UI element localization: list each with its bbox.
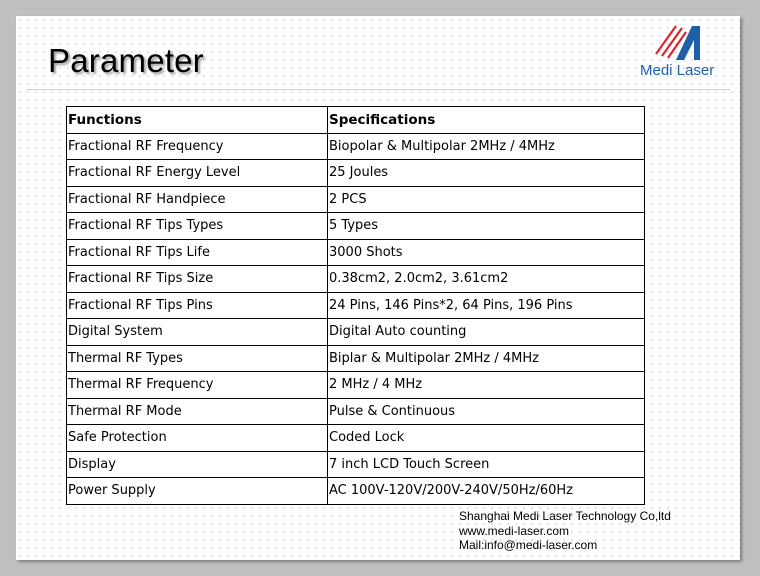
specification-cell: 2 PCS: [328, 186, 645, 213]
function-cell: Thermal RF Types: [67, 345, 328, 372]
function-cell: Thermal RF Mode: [67, 398, 328, 425]
brand-logo: [636, 22, 726, 84]
table-row: [67, 451, 645, 478]
title-divider: [26, 89, 730, 90]
table-row: [67, 160, 645, 187]
specification-cell: Biplar & Multipolar 2MHz / 4MHz: [328, 345, 645, 372]
company-website: www.medi-laser.com: [459, 523, 570, 538]
medi-laser-logo-icon: [654, 22, 710, 62]
company-email: Mail:info@medi-laser.com: [459, 538, 598, 553]
specification-cell: 3000 Shots: [328, 239, 645, 266]
company-footer: [459, 509, 671, 553]
specification-cell: Coded Lock: [328, 425, 645, 452]
table-row: [67, 213, 645, 240]
table-row: [67, 345, 645, 372]
brand-name: Medi Laser: [640, 62, 715, 79]
table-row: [67, 425, 645, 452]
specification-cell: Digital Auto counting: [328, 319, 645, 346]
function-cell: Display: [67, 451, 328, 478]
function-cell: Power Supply: [67, 478, 328, 505]
function-cell: Fractional RF Tips Types: [67, 213, 328, 240]
table-row: [67, 292, 645, 319]
specification-cell: AC 100V-120V/200V-240V/50Hz/60Hz: [328, 478, 645, 505]
page-title: Parameter: [48, 42, 204, 79]
specification-cell: 2 MHz / 4 MHz: [328, 372, 645, 399]
table-row: [67, 186, 645, 213]
table-header-row: [67, 107, 645, 134]
table-row: [67, 133, 645, 160]
table-row: [67, 319, 645, 346]
table-row: [67, 478, 645, 505]
function-cell: Fractional RF Tips Pins: [67, 292, 328, 319]
specification-cell: 5 Types: [328, 213, 645, 240]
function-cell: Thermal RF Frequency: [67, 372, 328, 399]
specification-cell: 0.38cm2, 2.0cm2, 3.61cm2: [328, 266, 645, 293]
specification-cell: 24 Pins, 146 Pins*2, 64 Pins, 196 Pins: [328, 292, 645, 319]
table-row: [67, 266, 645, 293]
column-header-functions: Functions: [67, 107, 328, 134]
company-name: Shanghai Medi Laser Technology Co,ltd: [459, 509, 671, 523]
specification-cell: 25 Joules: [328, 160, 645, 187]
function-cell: Fractional RF Tips Life: [67, 239, 328, 266]
function-cell: Fractional RF Energy Level: [67, 160, 328, 187]
parameter-table: [66, 106, 645, 505]
function-cell: Safe Protection: [67, 425, 328, 452]
function-cell: Fractional RF Handpiece: [67, 186, 328, 213]
function-cell: Fractional RF Frequency: [67, 133, 328, 160]
function-cell: Fractional RF Tips Size: [67, 266, 328, 293]
specification-cell: Pulse & Continuous: [328, 398, 645, 425]
specification-cell: Biopolar & Multipolar 2MHz / 4MHz: [328, 133, 645, 160]
table-row: [67, 398, 645, 425]
slide: [16, 16, 740, 560]
column-header-specifications: Specifications: [328, 107, 645, 134]
function-cell: Digital System: [67, 319, 328, 346]
specification-cell: 7 inch LCD Touch Screen: [328, 451, 645, 478]
table-row: [67, 239, 645, 266]
table-row: [67, 372, 645, 399]
